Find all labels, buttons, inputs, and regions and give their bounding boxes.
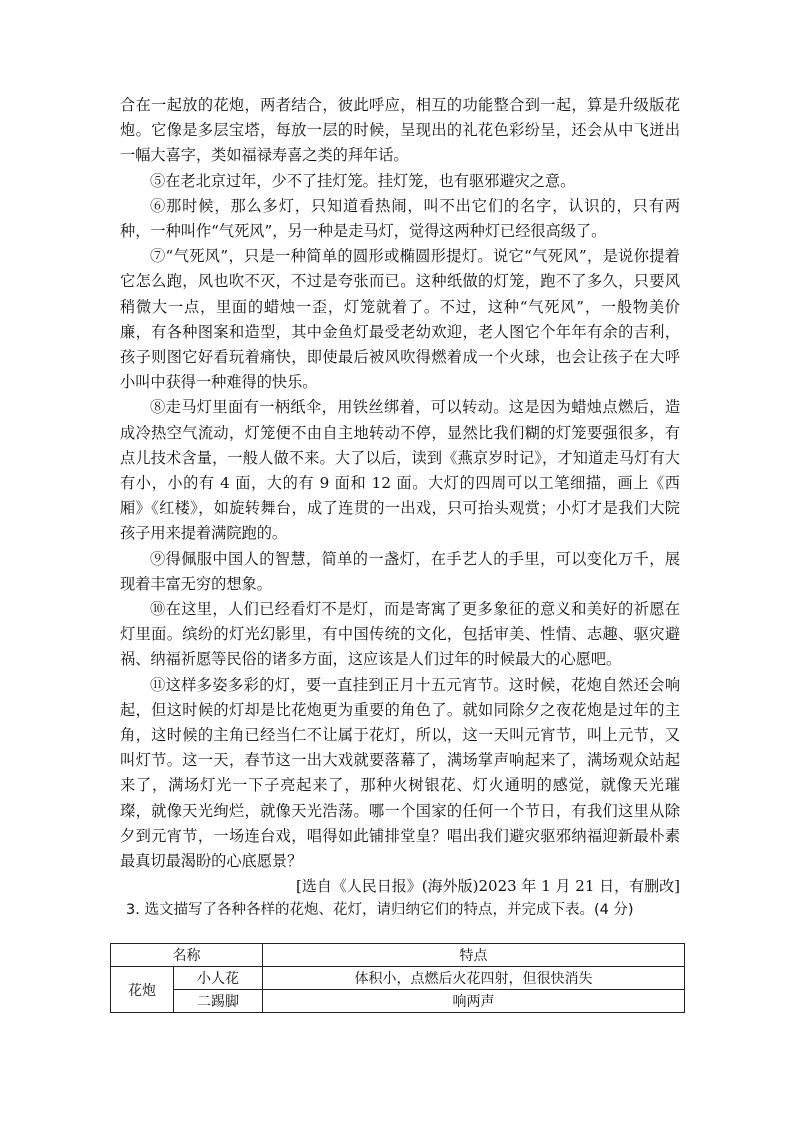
feature-cell: 响两声 xyxy=(263,990,685,1013)
header-name: 名称 xyxy=(111,944,263,967)
name-cell: 小人花 xyxy=(174,967,263,990)
group-cell: 花炮 xyxy=(111,967,174,1013)
paragraph-11: ⑪这样多姿多彩的灯，要一直挂到正月十五元宵节。这时候，花炮自然还会响起，但这时候的灯却是比花炮更为重要的角色了。就如同除夕之夜花炮是过年的主角，这时候的主角已经当仁不让属于花灯，所以，这一天叫元宵节，叫上元节，又叫灯节。这一天，春节这一出大戏就要落幕了，满场掌声响起来了，满场观众站起来了，满场灯光一下子亮起来了，那种火树银花、灯火通明的感觉，就像天光璀璨，就像天光绚烂，就像天光浩荡。哪一个国家的任何一个节日，有我们这里从除夕到元宵节，一场连台戏，唱得如此铺排堂皇？唱出我们避灾驱邪纳福迎新最朴素最真切最渴盼的心底愿景？ xyxy=(120,675,680,871)
table-row xyxy=(111,990,685,1013)
paragraph-9: ⑨得佩服中国人的智慧，简单的一盏灯，在手艺人的手里，可以变化万千，展现着丰富无穷的想象。 xyxy=(120,549,680,593)
article xyxy=(120,93,680,921)
feature-cell: 体积小，点燃后火花四射，但很快消失 xyxy=(263,967,685,990)
table-header-row xyxy=(111,944,685,967)
paragraph-5: ⑤在老北京过年，少不了挂灯笼。挂灯笼，也有驱邪避灾之意。 xyxy=(150,171,576,190)
table-row xyxy=(111,967,685,990)
answer-table xyxy=(110,943,685,1013)
paragraph-10: ⑩在这里，人们已经看灯不是灯，而是寄寓了更多象征的意义和美好的祈愿在灯里面。缤纷的灯光幻影里，有中国传统的文化，包括审美、性情、志趣、驱灾避祸、纳福祈愿等民俗的诸多方面，这应该是人们过年的时候最大的心愿吧。 xyxy=(120,600,680,669)
paragraph-continued: 合在一起放的花炮，两者结合，彼此呼应，相互的功能整合到一起，算是升级版花炮。它像是多层宝塔，每放一层的时候，呈现出的礼花色彩纷呈，还会从中飞迸出一幅大喜字，类如福禄寿喜之类的拜年话。 xyxy=(120,96,680,165)
paragraph-6: ⑥那时候，那么多灯，只知道看热闹，叫不出它们的名字，认识的，只有两种，一种叫作“气死风”，另一种是走马灯，觉得这两种灯已经很高级了。 xyxy=(120,196,680,241)
paragraph-7: ⑦“气死风”，只是一种简单的圆形或椭圆形提灯。说它“气死风”，是说你提着它怎么跑，风也吹不灭，不过是夸张而已。这种纸做的灯笼，跑不了多久，只要风稍微大一点，里面的蜡烛一歪，灯笼就着了。不过，这种“气死风”，一般物美价廉，有各种图案和造型，其中金鱼灯最受老幼欢迎，老人图它个年年有余的吉利，孩子则图它好看玩着痛快，即使最后被风吹得燃着成一个火球，也会让孩子在大呼小叫中获得一种难得的快乐。 xyxy=(120,247,680,392)
name-cell: 二踢脚 xyxy=(174,990,263,1013)
question-3: 3. 选文描写了各种各样的花炮、花灯，请归纳它们的特点，并完成下表。(4 分) xyxy=(126,902,634,919)
source-citation: [选自《人民日报》(海外版)2023 年 1 月 21 日，有删改] xyxy=(295,877,680,896)
paragraph-8: ⑧走马灯里面有一柄纸伞，用铁丝绑着，可以转动。这是因为蜡烛点燃后，造成冷热空气流动，灯笼便不由自主地转动不停，显然比我们糊的灯笼要强很多，有点儿技术含量，一般人做不来。大了以后，读到《燕京岁时记》，才知道走马灯有大有小，小的有 4 面，大的有 9 面和 12 面。大灯的四周可以工笔细描，画上《西厢》《红楼》，如旋转舞台，成了连贯的一出戏，只可抬头观赏；小灯才是我们大院孩子用来提着满院跑的。 xyxy=(120,398,680,543)
header-feature: 特点 xyxy=(263,944,685,967)
